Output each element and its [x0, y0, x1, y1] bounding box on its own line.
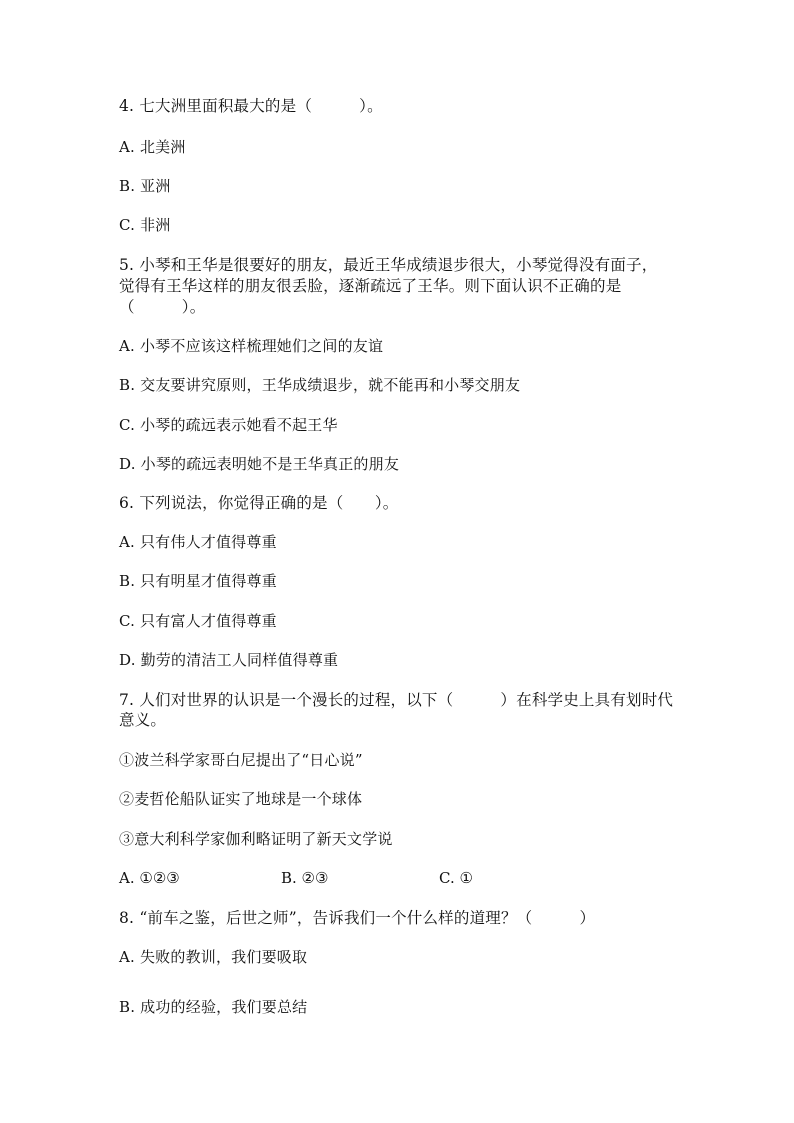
question-4-option-b: B. 亚洲 [119, 177, 171, 195]
question-6-option-a: A. 只有伟人才值得尊重 [119, 533, 277, 551]
question-6-option-c: C. 只有富人才值得尊重 [119, 612, 277, 630]
question-8-stem: 8. “前车之鉴，后世之师”，告诉我们一个什么样的道理？（ ） [119, 909, 596, 927]
question-4-option-a: A. 北美洲 [119, 138, 186, 156]
question-6-stem: 6. 下列说法，你觉得正确的是（ ）。 [119, 494, 399, 512]
question-7-option-c: C. ① [439, 869, 473, 887]
question-5-stem-line-1: 5. 小琴和王华是很要好的朋友，最近王华成绩退步很大，小琴觉得没有面子， [119, 256, 658, 274]
question-5-stem-line-2: 觉得有王华这样的朋友很丢脸，逐渐疏远了王华。则下面认识不正确的是 [119, 277, 622, 295]
question-7-statement-1: ①波兰科学家哥白尼提出了“日心说” [119, 751, 363, 769]
question-5-option-c: C. 小琴的疏远表示她看不起王华 [119, 416, 338, 434]
question-4-option-c: C. 非洲 [119, 216, 171, 234]
question-7-stem-line-1: 7. 人们对世界的认识是一个漫长的过程，以下（ ）在科学史上具有划时代 [119, 691, 674, 709]
question-6-option-d: D. 勤劳的清洁工人同样值得尊重 [119, 651, 339, 669]
question-7-options-row [119, 868, 679, 888]
question-4-stem: 4. 七大洲里面积最大的是（ ）。 [119, 97, 383, 115]
question-6-option-b: B. 只有明星才值得尊重 [119, 572, 277, 590]
question-8-option-a: A. 失败的教训，我们要吸取 [119, 948, 308, 966]
question-7-stem-line-2: 意义。 [119, 711, 167, 729]
question-7-option-a: A. ①②③ [119, 869, 180, 887]
question-5-stem-line-3: （ ）。 [119, 298, 206, 316]
question-7-statement-3: ③意大利科学家伽利略证明了新天文学说 [119, 830, 393, 848]
question-5-option-d: D. 小琴的疏远表明她不是王华真正的朋友 [119, 455, 400, 473]
question-7-statement-2: ②麦哲伦船队证实了地球是一个球体 [119, 790, 363, 808]
question-5-option-a: A. 小琴不应该这样梳理她们之间的友谊 [119, 337, 384, 355]
question-8-option-b: B. 成功的经验，我们要总结 [119, 998, 308, 1016]
question-5-option-b: B. 交友要讲究原则，王华成绩退步，就不能再和小琴交朋友 [119, 376, 521, 394]
question-7-option-b: B. ②③ [281, 869, 329, 887]
